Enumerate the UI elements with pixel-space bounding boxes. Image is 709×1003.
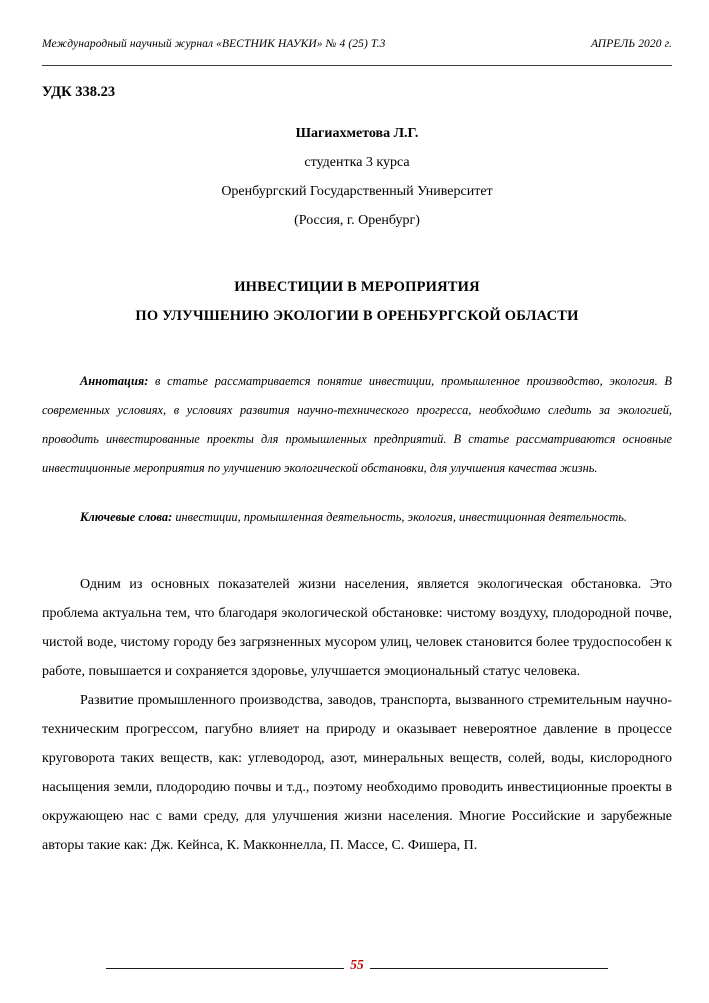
- document-content: [42, 84, 672, 860]
- article-title-line-2: ПО УЛУЧШЕНИЮ ЭКОЛОГИИ В ОРЕНБУРГСКОЙ ОБЛАСТИ: [135, 308, 579, 325]
- running-header-journal: Международный научный журнал «ВЕСТНИК НАУКИ» № 4 (25) Т.3: [42, 38, 386, 50]
- keywords-text: инвестиции, промышленная деятельность, экология, инвестиционная деятельность.: [172, 510, 628, 525]
- page-footer: [42, 956, 672, 976]
- author-position: студентка 3 курса: [304, 155, 410, 171]
- article-title-line-1: ИНВЕСТИЦИИ В МЕРОПРИЯТИЯ: [234, 279, 480, 296]
- abstract-paragraph: [42, 367, 672, 483]
- running-header-date: АПРЕЛЬ 2020 г.: [590, 38, 672, 50]
- author-affiliation: Оренбургский Государственный Университет: [221, 184, 493, 200]
- author-location: (Россия, г. Оренбург): [294, 213, 420, 229]
- footer-rule-right: [370, 968, 608, 969]
- abstract-label: Аннотация:: [80, 374, 149, 389]
- footer-rule-left: [106, 968, 344, 969]
- byline-block: [42, 119, 672, 235]
- body-paragraph-2: Развитие промышленного производства, заводов, транспорта, вызванного стремительным научно-техническим прогрессом, пагубно влияет на природу и оказывает невероятное давление в процессе круговорота таких веществ, как: углеводород, азот, минеральных веществ, солей, воды, кислородного насыщения земли, плодородию почвы и т.д., поэтому необходимо проводить инвестиционные проекты в окружающею нас с вами среду, для улучшения жизни населения. Многие Российские и зарубежные авторы такие как: Дж. Кейнса, К. Макконнелла, П. Массе, С. Фишера, П.: [42, 693, 672, 854]
- abstract-text: в статье рассматривается понятие инвестиции, промышленное производство, экология. В современных условиях, в условиях развития научно-технического прогресса, необходимо следить за экологией, проводить инвестированные проекты для промышленных предприятий. В статье рассматриваются основные инвестиционные мероприятия по улучшению экологической обстановки, для улучшения качества жизнь.: [42, 374, 672, 476]
- author-name: Шагиахметова Л.Г.: [295, 126, 419, 142]
- header-divider: [42, 65, 672, 66]
- running-header: [42, 38, 672, 50]
- body-paragraph-1: Одним из основных показателей жизни населения, является экологическая обстановка. Это проблема актуальна тем, что благодаря экологической обстановке: чистому воздуху, плодородной почве, чистой воде, чистому городу без загрязненных мусором улиц, человек становится более трудоспособен к работе, повышается и сохраняется здоровье, улучшается эмоциональный статус человека.: [42, 577, 672, 680]
- keywords-paragraph: [42, 503, 672, 532]
- udk-code: УДК 338.23: [42, 84, 116, 100]
- article-title: [42, 273, 672, 331]
- page-number: 55: [350, 956, 364, 972]
- keywords-label: Ключевые слова:: [80, 510, 173, 525]
